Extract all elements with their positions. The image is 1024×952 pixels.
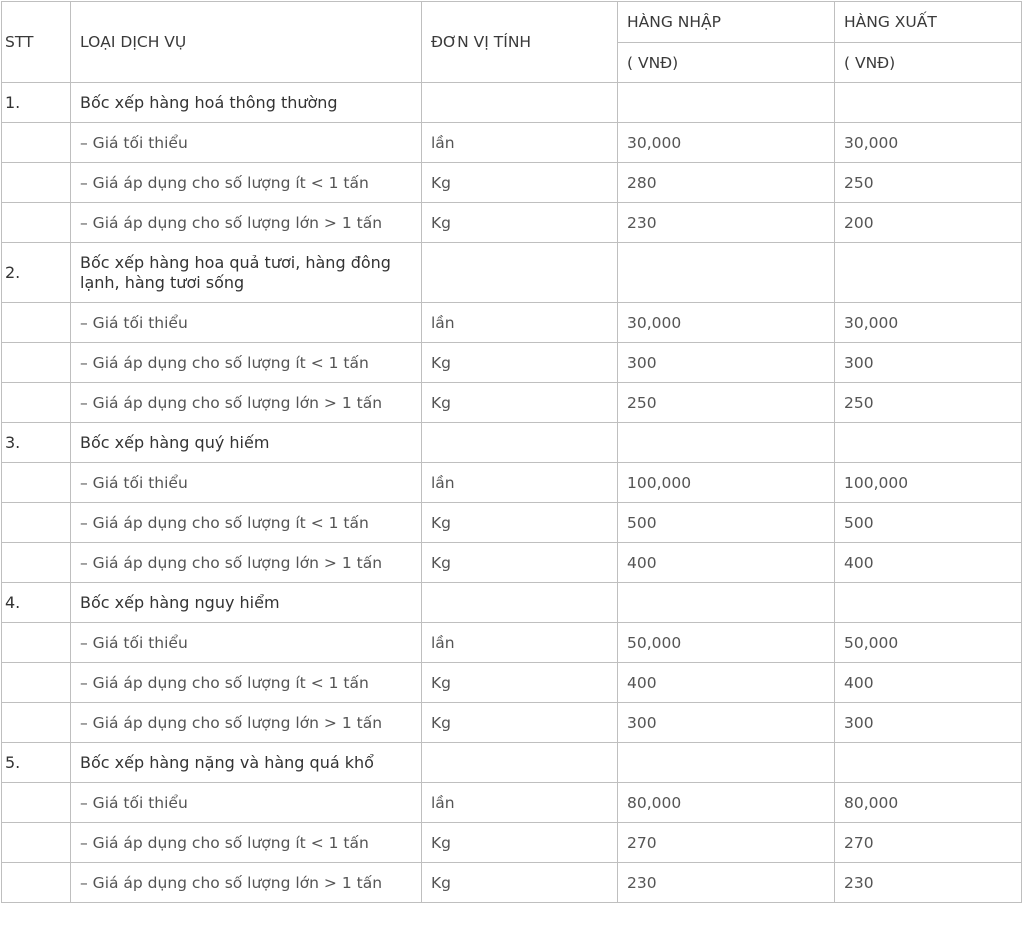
row-unit: Kg [422,543,618,583]
table-header [2,2,1022,83]
row-number-empty [2,303,71,343]
row-unit: lần [422,783,618,823]
group-number: 4. [2,583,71,623]
row-number-empty [2,463,71,503]
header-import: HÀNG NHẬP [618,2,835,43]
group-number: 5. [2,743,71,783]
header-unit: ĐƠN VỊ TÍNH [422,2,618,83]
group-export-empty [835,83,1022,123]
row-import-price: 30,000 [618,123,835,163]
row-unit: Kg [422,663,618,703]
row-label: – Giá áp dụng cho số lượng ít < 1 tấn [71,823,422,863]
row-export-price: 250 [835,383,1022,423]
row-unit: Kg [422,163,618,203]
row-label: – Giá áp dụng cho số lượng ít < 1 tấn [71,343,422,383]
group-row [2,83,1022,123]
row-unit: Kg [422,203,618,243]
row-import-price: 230 [618,203,835,243]
row-label: – Giá tối thiểu [71,783,422,823]
row-label: – Giá áp dụng cho số lượng ít < 1 tấn [71,663,422,703]
group-export-empty [835,243,1022,303]
group-number: 3. [2,423,71,463]
group-export-empty [835,743,1022,783]
header-export: HÀNG XUẤT [835,2,1022,43]
group-import-empty [618,243,835,303]
header-import-currency: ( VNĐ) [618,43,835,83]
row-number-empty [2,203,71,243]
row-number-empty [2,163,71,203]
row-import-price: 270 [618,823,835,863]
table-row [2,303,1022,343]
row-export-price: 270 [835,823,1022,863]
row-import-price: 400 [618,663,835,703]
header-stt: STT [2,2,71,83]
table-row [2,823,1022,863]
table-row [2,663,1022,703]
row-unit: Kg [422,343,618,383]
group-name: Bốc xếp hàng hoá thông thường [71,83,422,123]
group-number: 2. [2,243,71,303]
row-unit: lần [422,303,618,343]
group-number: 1. [2,83,71,123]
row-unit: Kg [422,503,618,543]
row-import-price: 400 [618,543,835,583]
row-label: – Giá áp dụng cho số lượng lớn > 1 tấn [71,203,422,243]
group-row [2,243,1022,303]
row-import-price: 80,000 [618,783,835,823]
group-unit-empty [422,423,618,463]
row-export-price: 400 [835,663,1022,703]
header-service: LOẠI DỊCH VỤ [71,2,422,83]
row-number-empty [2,623,71,663]
row-export-price: 300 [835,703,1022,743]
row-number-empty [2,123,71,163]
row-export-price: 80,000 [835,783,1022,823]
group-name: Bốc xếp hàng nguy hiểm [71,583,422,623]
group-import-empty [618,423,835,463]
row-number-empty [2,383,71,423]
table-row [2,783,1022,823]
row-label: – Giá tối thiểu [71,303,422,343]
row-unit: Kg [422,383,618,423]
table-row [2,543,1022,583]
table-row [2,623,1022,663]
row-label: – Giá áp dụng cho số lượng lớn > 1 tấn [71,543,422,583]
table-row [2,383,1022,423]
table-row [2,503,1022,543]
row-label: – Giá áp dụng cho số lượng ít < 1 tấn [71,163,422,203]
table-row [2,463,1022,503]
group-unit-empty [422,583,618,623]
row-label: – Giá tối thiểu [71,623,422,663]
row-label: – Giá tối thiểu [71,463,422,503]
row-number-empty [2,783,71,823]
row-import-price: 230 [618,863,835,903]
row-import-price: 100,000 [618,463,835,503]
row-unit: Kg [422,823,618,863]
group-import-empty [618,743,835,783]
row-export-price: 200 [835,203,1022,243]
row-export-price: 500 [835,503,1022,543]
group-unit-empty [422,743,618,783]
row-import-price: 300 [618,703,835,743]
group-import-empty [618,583,835,623]
row-import-price: 50,000 [618,623,835,663]
row-export-price: 30,000 [835,123,1022,163]
row-export-price: 50,000 [835,623,1022,663]
row-unit: lần [422,623,618,663]
table-row [2,163,1022,203]
group-import-empty [618,83,835,123]
table-row [2,343,1022,383]
group-export-empty [835,583,1022,623]
row-number-empty [2,503,71,543]
table-row [2,863,1022,903]
row-number-empty [2,863,71,903]
price-table [1,1,1022,903]
group-name: Bốc xếp hàng hoa quả tươi, hàng đông lạnh, hàng tươi sống [71,243,422,303]
row-export-price: 400 [835,543,1022,583]
group-row [2,423,1022,463]
row-export-price: 30,000 [835,303,1022,343]
table-row [2,203,1022,243]
row-unit: Kg [422,703,618,743]
group-row [2,743,1022,783]
row-unit: Kg [422,863,618,903]
row-label: – Giá tối thiểu [71,123,422,163]
row-number-empty [2,543,71,583]
row-export-price: 230 [835,863,1022,903]
row-unit: lần [422,123,618,163]
group-unit-empty [422,83,618,123]
row-label: – Giá áp dụng cho số lượng lớn > 1 tấn [71,703,422,743]
row-number-empty [2,703,71,743]
row-import-price: 500 [618,503,835,543]
row-import-price: 300 [618,343,835,383]
row-number-empty [2,343,71,383]
group-export-empty [835,423,1022,463]
header-export-currency: ( VNĐ) [835,43,1022,83]
group-name: Bốc xếp hàng nặng và hàng quá khổ [71,743,422,783]
row-unit: lần [422,463,618,503]
row-label: – Giá áp dụng cho số lượng ít < 1 tấn [71,503,422,543]
group-name: Bốc xếp hàng quý hiếm [71,423,422,463]
row-import-price: 280 [618,163,835,203]
table-body [2,83,1022,903]
row-number-empty [2,823,71,863]
row-export-price: 300 [835,343,1022,383]
row-import-price: 30,000 [618,303,835,343]
group-row [2,583,1022,623]
row-export-price: 100,000 [835,463,1022,503]
row-number-empty [2,663,71,703]
group-unit-empty [422,243,618,303]
row-export-price: 250 [835,163,1022,203]
table-row [2,703,1022,743]
table-row [2,123,1022,163]
row-import-price: 250 [618,383,835,423]
row-label: – Giá áp dụng cho số lượng lớn > 1 tấn [71,863,422,903]
row-label: – Giá áp dụng cho số lượng lớn > 1 tấn [71,383,422,423]
